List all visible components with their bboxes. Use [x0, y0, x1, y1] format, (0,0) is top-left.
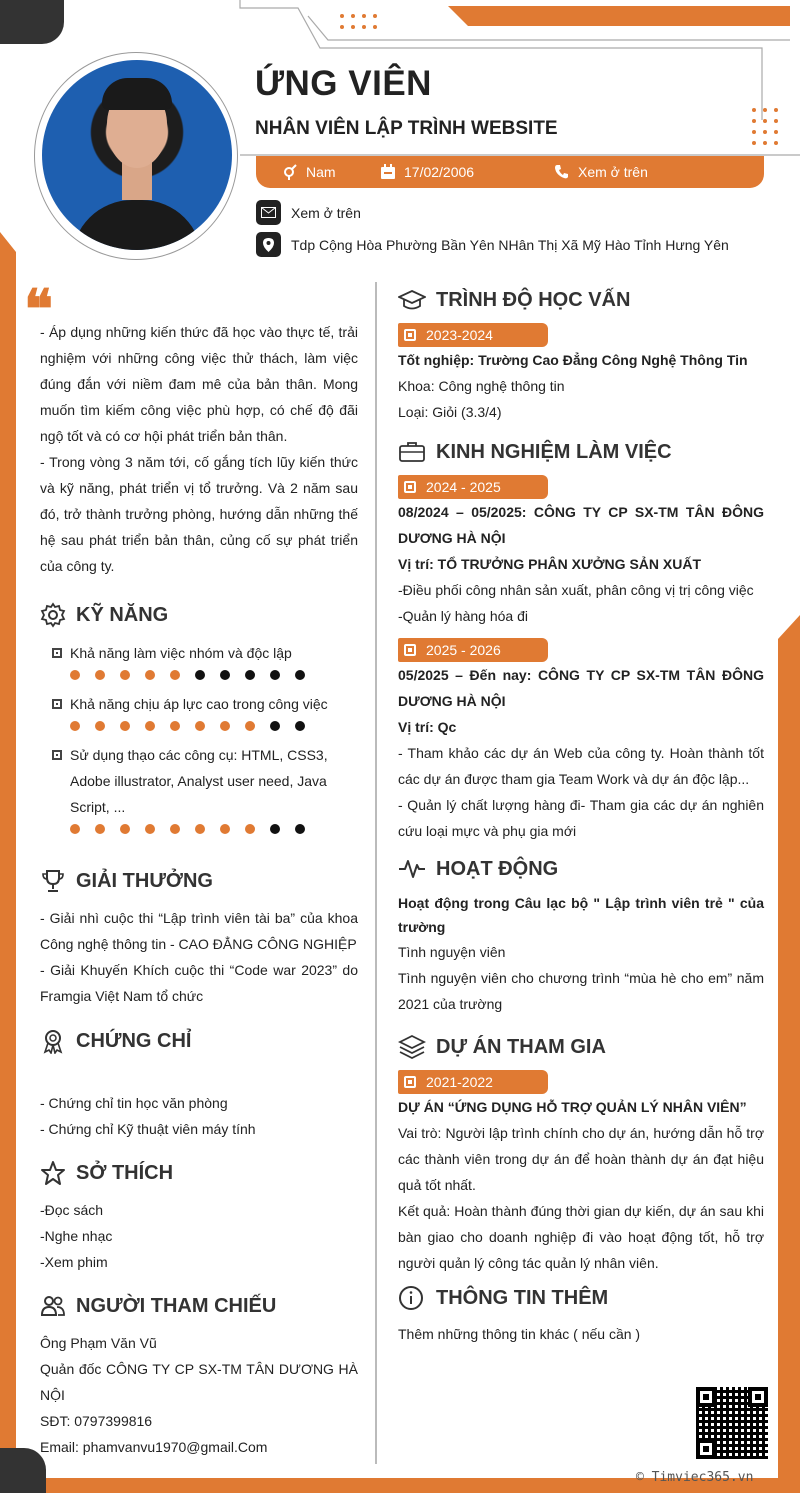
- project-role: Vai trò: Người lập trình chính cho dự án, hướng dẫn hỗ trợ các thành viên trong dự án để hoàn thành dự án đạt hiệu quả tốt nhất.: [398, 1125, 764, 1193]
- rating-dot-filled: [95, 824, 105, 834]
- period-badge: [398, 323, 548, 347]
- rating-dot-filled: [145, 721, 155, 731]
- job-duty: -Quản lý hàng hóa đi: [398, 608, 528, 624]
- rating-dot-filled: [70, 670, 80, 680]
- rating-dot-filled: [145, 824, 155, 834]
- rating-dot-filled: [120, 721, 130, 731]
- info-icon: [398, 1285, 426, 1311]
- bullet-icon: [52, 648, 62, 658]
- skill-label: Khả năng chịu áp lực cao trong công việc: [70, 696, 328, 712]
- rating-dot-filled: [195, 824, 205, 834]
- projects-heading: [398, 1034, 764, 1060]
- rating-dot-filled: [245, 721, 255, 731]
- certificate-line: - Chứng chỉ tin học văn phòng: [40, 1095, 228, 1111]
- hobbies-list: [40, 1197, 358, 1275]
- skill-rating: [70, 670, 358, 680]
- candidate-name: ỨNG VIÊN: [255, 64, 432, 103]
- rating-dot-filled: [195, 721, 205, 731]
- rating-dot-filled: [95, 721, 105, 731]
- education-grade: Loại: Giỏi (3.3/4): [398, 404, 502, 420]
- phone-icon: [554, 164, 570, 180]
- rating-dot-filled: [120, 670, 130, 680]
- activities-entry: [398, 891, 764, 1017]
- rating-dot-filled: [220, 721, 230, 731]
- gender-value: Nam: [306, 164, 336, 180]
- job-company: 08/2024 – 05/2025: CÔNG TY CP SX-TM TÂN ĐÔNG DƯƠNG HÀ NỘI: [398, 504, 764, 546]
- skill-rating: [70, 721, 358, 731]
- project-result: Kết quả: Hoàn thành đúng thời gian dự kiến, dự án sau khi bàn giao cho doanh nghiệp đi vào hoạt động tốt, hỗ trợ người quản lý công tác quản lý nhân viên.: [398, 1203, 764, 1271]
- rating-dot-filled: [145, 670, 155, 680]
- education-title: TRÌNH ĐỘ HỌC VẤN: [436, 288, 631, 311]
- hobby-line: -Nghe nhạc: [40, 1228, 113, 1244]
- experience-entry: [398, 638, 764, 844]
- phone-item: [554, 164, 648, 180]
- quote-icon: ❝: [24, 277, 54, 341]
- avatar: [42, 60, 232, 250]
- period-badge: [398, 475, 548, 499]
- email-value: Xem ở trên: [291, 204, 361, 221]
- timeline-icon: [404, 1076, 416, 1088]
- rating-dot-empty: [195, 670, 205, 680]
- graduation-cap-icon: [398, 287, 426, 313]
- additional-info-heading: [398, 1285, 764, 1311]
- reference-role: Quản đốc CÔNG TY CP SX-TM TÂN DƯƠNG HÀ NỘI: [40, 1361, 358, 1403]
- calendar-icon: [380, 164, 396, 180]
- skill-label: Sử dụng thạo các công cụ: HTML, CSS3, Adobe illustrator, Analyst user need, Java Script, ...: [70, 747, 328, 815]
- references-heading: [40, 1293, 358, 1319]
- reference-details: [40, 1330, 358, 1460]
- hobby-line: -Đọc sách: [40, 1202, 104, 1218]
- experience-entry: [398, 475, 764, 629]
- job-role: Vị trí: Qc: [398, 719, 457, 735]
- education-entry: [398, 323, 764, 425]
- watermark: © Timviec365.vn: [636, 1470, 754, 1485]
- rating-dot-empty: [220, 670, 230, 680]
- reference-phone: SĐT: 0797399816: [40, 1413, 153, 1429]
- skill-item: [52, 742, 358, 820]
- activity-pulse-icon: [398, 856, 426, 882]
- skill-item: [52, 691, 358, 717]
- objective-paragraph: - Trong vòng 3 năm tới, cố gắng tích lũy kiến thức và kỹ năng, phát triển vị tổ trưởng. Và 2 năm sau đó, trở thành trưởng phòng, hướng dẫn những thế hệ sau phát triển bản thân, củng cố sự phát triển của công ty.: [40, 454, 358, 574]
- timeline-icon: [404, 481, 416, 493]
- email-icon: [256, 200, 281, 225]
- awards-list: [40, 905, 358, 1009]
- rating-dot-empty: [270, 721, 280, 731]
- address-row: [256, 232, 729, 257]
- users-icon: [40, 1293, 66, 1319]
- rating-dot-empty: [270, 670, 280, 680]
- email-row: [256, 200, 361, 225]
- experience-heading: [398, 439, 764, 465]
- skills-list: [40, 640, 358, 834]
- activities-title: HOẠT ĐỘNG: [436, 857, 559, 880]
- period-badge: [398, 1070, 548, 1094]
- reference-name: Ông Phạm Văn Vũ: [40, 1335, 157, 1351]
- job-company: 05/2025 – Đến nay: CÔNG TY CP SX-TM TÂN ĐÔNG DƯƠNG HÀ NỘI: [398, 667, 764, 709]
- job-period: 2025 - 2026: [426, 642, 501, 658]
- education-school: Tốt nghiệp: Trường Cao Đẳng Công Nghệ Thông Tin: [398, 352, 748, 368]
- job-position: NHÂN VIÊN LẬP TRÌNH WEBSITE: [255, 118, 558, 139]
- education-period: 2023-2024: [426, 327, 493, 343]
- awards-title: GIẢI THƯỞNG: [76, 869, 213, 892]
- birthdate-value: 17/02/2006: [404, 164, 475, 180]
- location-icon: [256, 232, 281, 257]
- award-ribbon-icon: [40, 1028, 66, 1054]
- column-divider: [375, 282, 377, 1464]
- timeline-icon: [404, 329, 416, 341]
- bullet-icon: [52, 699, 62, 709]
- job-duty: - Quản lý chất lượng hàng đi- Tham gia các dự án nghiên cứu loại mực và phụ gia mới: [398, 797, 764, 839]
- rating-dot-filled: [120, 824, 130, 834]
- layers-icon: [398, 1034, 426, 1060]
- period-badge: [398, 638, 548, 662]
- project-period: 2021-2022: [426, 1074, 493, 1090]
- address-value: Tdp Cộng Hòa Phường Bần Yên NHân Thị Xã Mỹ Hào Tỉnh Hưng Yên: [291, 236, 729, 253]
- birthdate-item: [380, 164, 474, 180]
- personal-info-band: [256, 156, 764, 188]
- hobbies-heading: [40, 1160, 358, 1186]
- rating-dot-filled: [70, 824, 80, 834]
- award-line: - Giải nhì cuộc thi “Lập trình viên tài ba” của khoa Công nghệ thông tin - CAO ĐẲNG CÔNG NGHIỆP: [40, 910, 358, 952]
- skill-item: [52, 640, 358, 666]
- rating-dot-empty: [245, 670, 255, 680]
- certificates-heading: [40, 1028, 358, 1054]
- rating-dot-filled: [170, 721, 180, 731]
- hobby-line: -Xem phim: [40, 1254, 108, 1270]
- briefcase-icon: [398, 439, 426, 465]
- projects-title: DỰ ÁN THAM GIA: [436, 1035, 606, 1058]
- star-icon: [40, 1160, 66, 1186]
- rating-dot-empty: [270, 824, 280, 834]
- skill-rating: [70, 824, 358, 834]
- trophy-icon: [40, 868, 66, 894]
- hobbies-title: SỞ THÍCH: [76, 1161, 174, 1184]
- left-accent-bar: [0, 232, 16, 1493]
- education-heading: [398, 287, 764, 313]
- award-line: - Giải Khuyến Khích cuộc thi “Code war 2023” do Framgia Việt Nam tổ chức: [40, 962, 358, 1004]
- job-role: Vị trí: TỔ TRƯỞNG PHÂN XƯỞNG SẢN XUẤT: [398, 556, 702, 572]
- experience-title: KINH NGHIỆM LÀM VIỆC: [436, 440, 672, 463]
- certificates-list: [40, 1090, 358, 1142]
- activity-heading: Hoạt động trong Câu lạc bộ " Lập trình viên trẻ " của trường: [398, 895, 764, 935]
- job-period: 2024 - 2025: [426, 479, 501, 495]
- job-duty: -Điều phối công nhân sản xuất, phân công vị trị công việc: [398, 582, 754, 598]
- awards-heading: [40, 868, 358, 894]
- rating-dot-empty: [295, 824, 305, 834]
- rating-dot-filled: [245, 824, 255, 834]
- rating-dot-filled: [170, 670, 180, 680]
- gear-icon: [40, 602, 66, 628]
- project-entry: [398, 1070, 764, 1276]
- skills-title: KỸ NĂNG: [76, 603, 169, 626]
- rating-dot-empty: [295, 721, 305, 731]
- gender-item: [282, 164, 336, 180]
- additional-info-text: Thêm những thông tin khác ( nếu cần ): [398, 1326, 641, 1342]
- rating-dot-filled: [70, 721, 80, 731]
- rating-dot-filled: [170, 824, 180, 834]
- rating-dot-filled: [220, 824, 230, 834]
- rating-dot-empty: [295, 670, 305, 680]
- education-faculty: Khoa: Công nghệ thông tin: [398, 378, 565, 394]
- skills-heading: [40, 602, 358, 628]
- job-duty: - Tham khảo các dự án Web của công ty. Hoàn thành tốt các dự án được tham gia Team Work và dự án độc lập...: [398, 745, 764, 787]
- corner-decoration: [0, 0, 64, 44]
- timeline-icon: [404, 644, 416, 656]
- phone-value: Xem ở trên: [578, 164, 648, 180]
- right-accent-bar: [778, 615, 800, 1493]
- activity-desc: Tình nguyện viên cho chương trình “mùa hè cho em” năm 2021 của trường: [398, 970, 764, 1012]
- bullet-icon: [52, 750, 62, 760]
- reference-email[interactable]: Email: phamvanvu1970@gmail.Com: [40, 1439, 268, 1455]
- additional-info-title: THÔNG TIN THÊM: [436, 1286, 609, 1309]
- objective-paragraph: - Áp dụng những kiến thức đã học vào thực tế, trải nghiệm với những công việc thử thách, làm việc đúng đắn với niềm đam mê của bản thân. Mong muốn tìm kiếm công việc phù hợp, có chế độ đãi ngộ tốt và có cơ hội phát triển bản thân.: [40, 324, 358, 444]
- qr-code[interactable]: [696, 1387, 768, 1459]
- references-title: NGƯỜI THAM CHIẾU: [76, 1294, 277, 1317]
- activity-role: Tình nguyện viên: [398, 944, 506, 960]
- certificates-title: CHỨNG CHỈ: [76, 1029, 192, 1052]
- gender-icon: [282, 164, 298, 180]
- skill-label: Khả năng làm việc nhóm và độc lập: [70, 645, 292, 661]
- project-name: DỰ ÁN “ỨNG DỤNG HỖ TRỢ QUẢN LÝ NHÂN VIÊN”: [398, 1099, 747, 1115]
- rating-dot-filled: [95, 670, 105, 680]
- certificate-line: - Chứng chỉ Kỹ thuật viên máy tính: [40, 1121, 256, 1137]
- career-objective: [40, 319, 358, 579]
- activities-heading: [398, 856, 764, 882]
